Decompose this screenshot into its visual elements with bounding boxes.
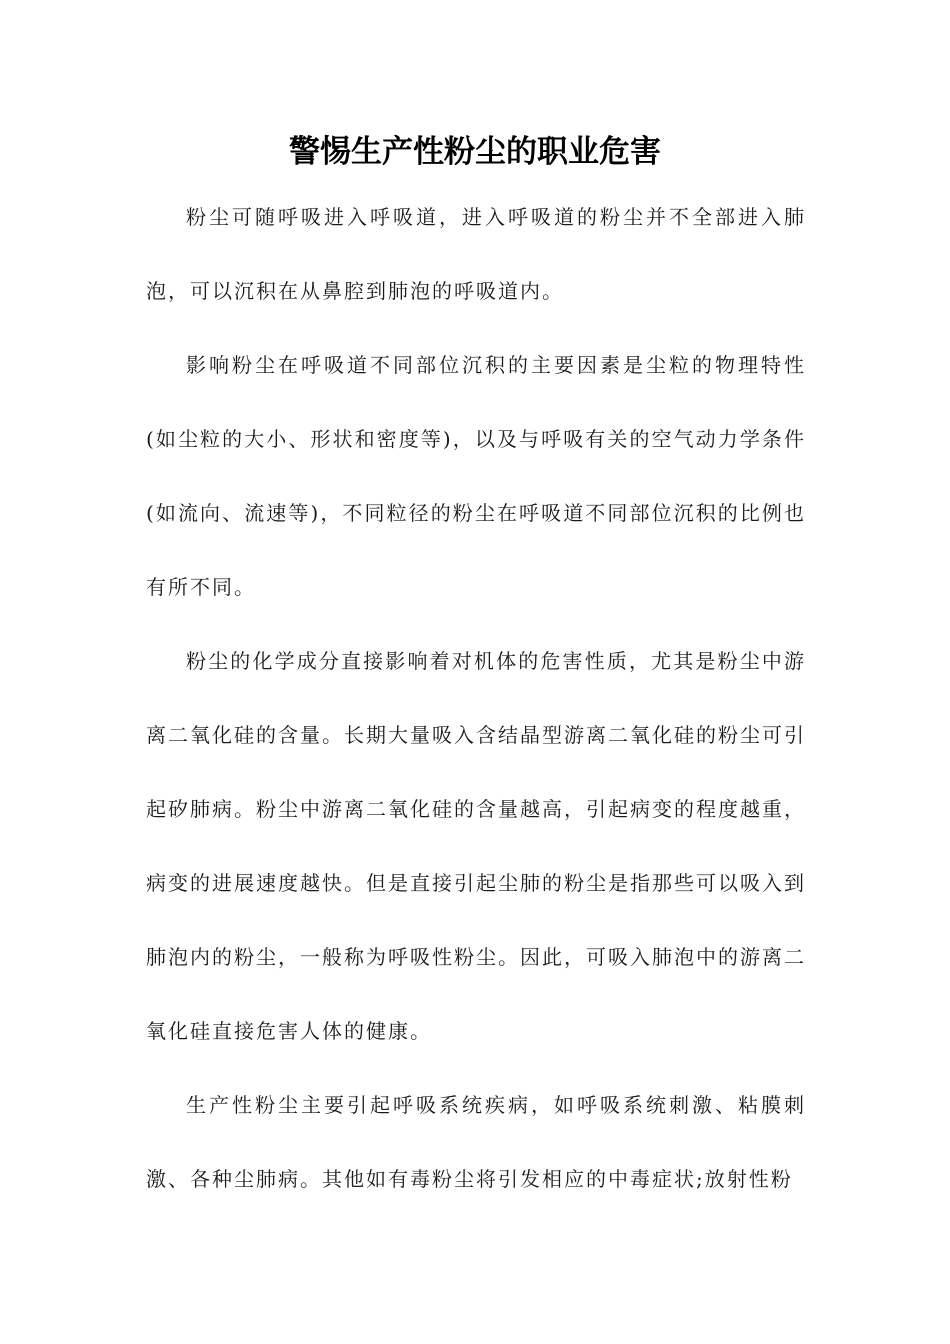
paragraph-respiratory-entry: 粉尘可随呼吸进入呼吸道，进入呼吸道的粉尘并不全部进入肺泡，可以沉积在从鼻腔到肺泡的呼吸道内。	[146, 205, 806, 303]
paragraph-diseases: 生产性粉尘主要引起呼吸系统疾病，如呼吸系统刺激、粘膜刺激、各种尘肺病。其他如有毒粉尘将引发相应的中毒症状;放射性粉	[146, 1093, 806, 1191]
paragraph-deposition-factors: 影响粉尘在呼吸道不同部位沉积的主要因素是尘粒的物理特性(如尘粒的大小、形状和密度等)，以及与呼吸有关的空气动力学条件(如流向、流速等)，不同粒径的粉尘在呼吸道不同部位沉积的比例也有所不同。	[146, 353, 806, 599]
paragraph-chemical-composition: 粉尘的化学成分直接影响着对机体的危害性质，尤其是粉尘中游离二氧化硅的含量。长期大量吸入含结晶型游离二氧化硅的粉尘可引起矽肺病。粉尘中游离二氧化硅的含量越高，引起病变的程度越重，病变的进展速度越快。但是直接引起尘肺的粉尘是指那些可以吸入到肺泡内的粉尘，一般称为呼吸性粉尘。因此，可吸入肺泡中的游离二氧化硅直接危害人体的健康。	[146, 649, 806, 1043]
document-body	[146, 180, 806, 1216]
document-title: 警惕生产性粉尘的职业危害	[289, 134, 661, 170]
